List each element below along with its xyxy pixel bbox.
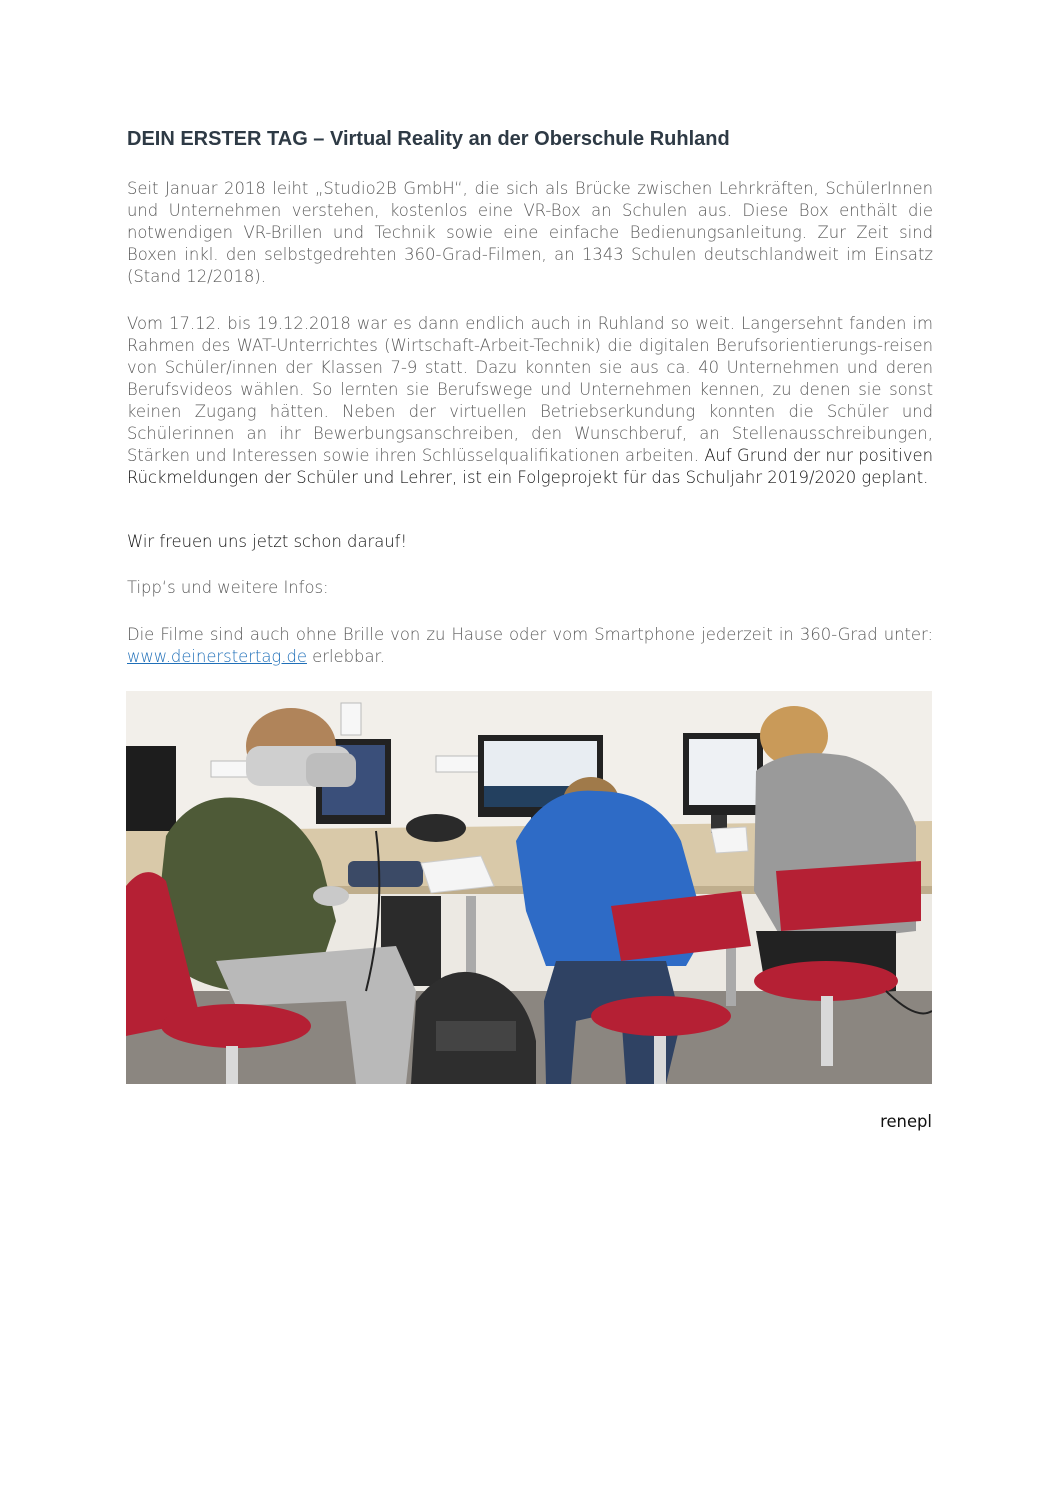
website-link[interactable]: www.deinerstertag.de [127,647,307,666]
closing-sentence: Wir freuen uns jetzt schon darauf! [127,532,408,551]
event-paragraph-text: Vom 17.12. bis 19.12.2018 war es dann endlich auch in Ruhland so weit. Langersehnt fanden im Rahmen des WAT-Unterrichtes (Wirtschaft-Arbeit-Technik) die digitalen Berufsorientierungs-reisen von Schüler/innen der Klassen 7-9 statt. Dazu konnten sie aus ca. 40 Unternehmen und deren Berufsvideos wählen. So lernten sie Berufswege und Unternehmen kennen, zu denen sie sonst keinen Zugang hätten. Neben der virtuellen Betriebserkundung konnten die Schüler und Schülerinnen an ihr Bewerbungsanschreiben, den Wunschberuf, an Stellenausschreibungen, Stärken und Interessen sowie ihren Schlüsselqualifikationen arbeiten. [127,314,933,465]
event-paragraph [127,313,933,489]
followup-project-text: Auf Grund der nur positiven Rückmeldungen der Schüler und Lehrer, ist ein Folgeprojekt für das Schuljahr 2019/2020 geplant. [127,446,933,487]
info-text-after: erlebbar. [306,647,385,666]
intro-paragraph: Seit Januar 2018 leiht „Studio2B GmbH“, die sich als Brücke zwischen Lehrkräften, SchülerInnen und Unternehmen verstehen, kostenlos eine VR-Box an Schulen aus. Diese Box enthält die notwendigen VR-Brillen und Technik sowie eine einfache Bedienungsanleitung. Zur Zeit sind Boxen inkl. den selbstgedrehten 360-Grad-Filmen, an 1343 Schulen deutschlandweit im Einsatz (Stand 12/2018). [127,179,933,286]
info-paragraph [127,624,933,668]
tips-heading: Tipp‘s und weitere Infos: [127,578,329,597]
classroom-vr-photo-illustration [126,691,932,1084]
article-title: DEIN ERSTER TAG – Virtual Reality an der Oberschule Ruhland [127,128,730,150]
classroom-vr-photo [126,691,932,1084]
author-credit: renepl [880,1112,932,1131]
info-text-before: Die Filme sind auch ohne Brille von zu Hause oder vom Smartphone jederzeit in 360-Grad unter: [127,625,933,644]
